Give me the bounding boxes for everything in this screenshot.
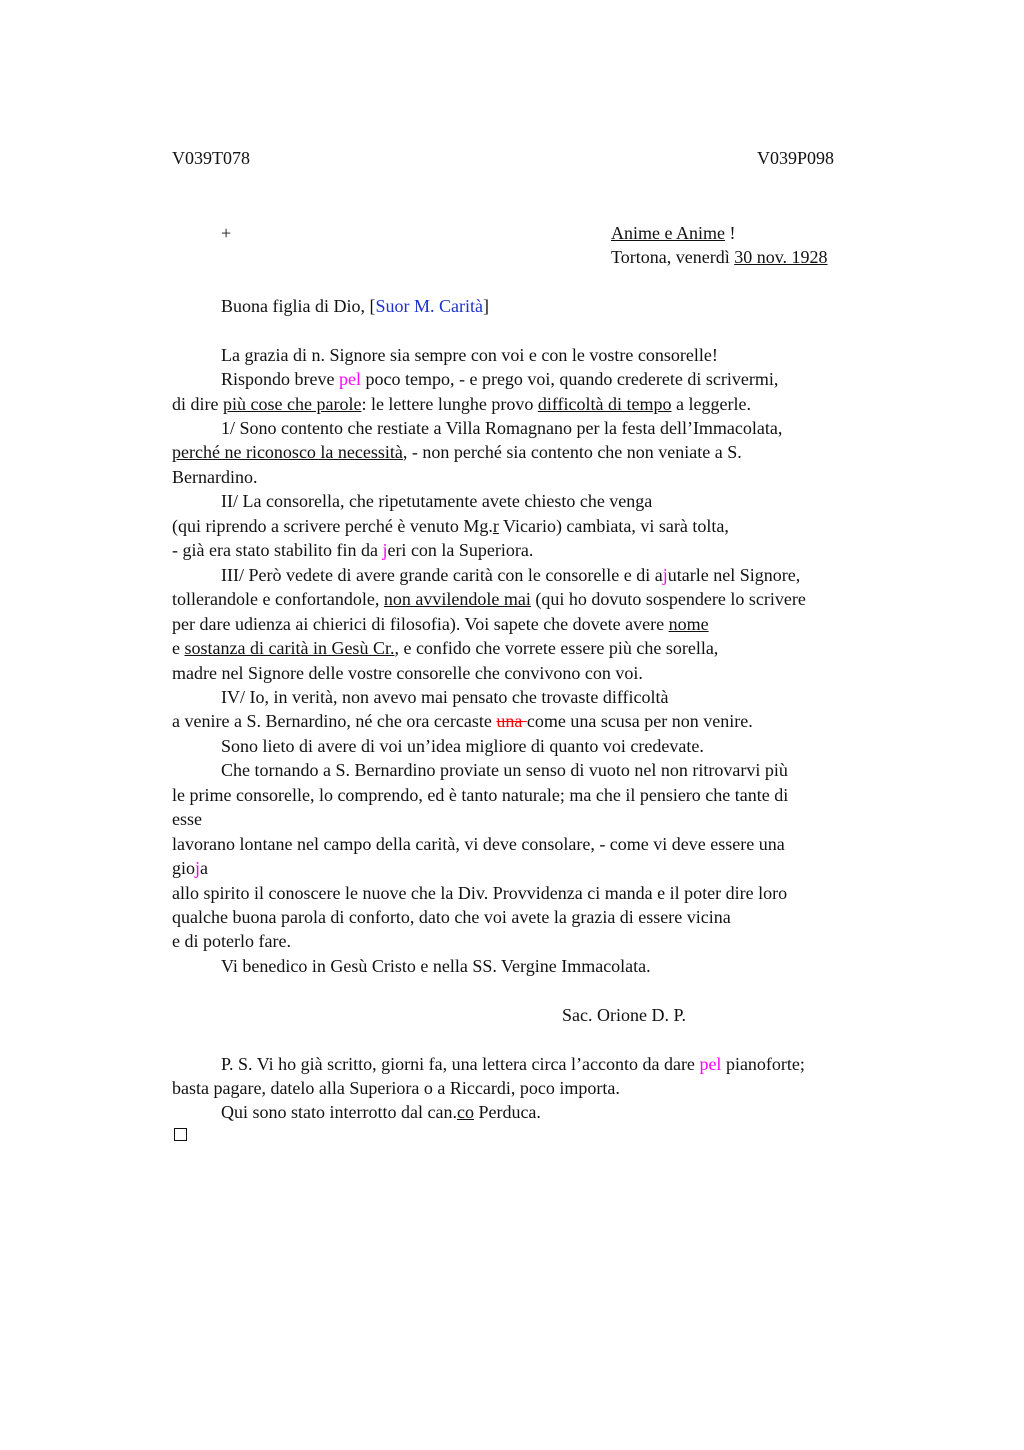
- body-line: II/ La consorella, che ripetutamente avete chiesto che venga: [221, 491, 653, 511]
- body-line: qualche buona parola di conforto, dato che voi avete la grazia di essere vicina: [172, 907, 731, 927]
- salutation: [221, 294, 489, 318]
- text: Perduca.: [473, 1102, 541, 1122]
- cross-mark: +: [221, 223, 232, 243]
- body-line: Bernardino.: [172, 467, 258, 487]
- salutation-close: ]: [482, 296, 489, 316]
- body-line: [172, 440, 742, 464]
- text: tollerandole e confortandole,: [172, 589, 384, 609]
- body-line: [221, 367, 778, 391]
- underlined-text: sostanza di carità in Gesù Cr.: [184, 638, 395, 658]
- body-line: [172, 538, 533, 562]
- text: gio: [172, 858, 196, 878]
- text: a: [200, 858, 209, 878]
- marked-letter: j: [662, 565, 668, 585]
- body-line: [221, 563, 800, 587]
- text: (qui riprendo a scrivere perché è venuto Mg.: [172, 516, 493, 536]
- text: e: [172, 638, 185, 658]
- body-line: [172, 587, 806, 611]
- body-line: [172, 856, 208, 880]
- body-line: lavorano lontane nel campo della carità, vi deve consolare, - come vi deve essere una: [172, 834, 785, 854]
- text: Rispondo breve: [221, 369, 339, 389]
- letter-date: 30 nov. 1928: [734, 247, 828, 267]
- ps-line: [221, 1100, 541, 1124]
- body-line: e di poterlo fare.: [172, 931, 291, 951]
- body-line: [172, 636, 718, 660]
- end-box-icon: [174, 1128, 187, 1141]
- body-line: madre nel Signore delle vostre consorelle che convivono con voi.: [172, 663, 643, 683]
- underlined-text: r: [492, 516, 499, 536]
- text: P. S. Vi ho già scritto, giorni fa, una lettera circa l’acconto da dare: [221, 1054, 700, 1074]
- ps-line: basta pagare, datelo alla Superiora o a Riccardi, poco importa.: [172, 1078, 620, 1098]
- place-date: [611, 245, 828, 269]
- text: utarle nel Signore,: [667, 565, 801, 585]
- text: Vicario) cambiata, vi sarà tolta,: [498, 516, 729, 536]
- text: a venire a S. Bernardino, né che ora cercaste: [172, 711, 497, 731]
- underlined-text: difficoltà di tempo: [537, 394, 672, 414]
- text: per dare udienza ai chierici di filosofia). Voi sapete che dovete avere: [172, 614, 669, 634]
- motto-excl: !: [724, 223, 736, 243]
- signature: Sac. Orione D. P.: [562, 1005, 686, 1025]
- text: di dire: [172, 394, 223, 414]
- text: come una scusa per non venire.: [526, 711, 753, 731]
- text: III/ Però vedete di avere grande carità con le consorelle e di a: [221, 565, 663, 585]
- recipient-name: Suor M. Carità: [375, 296, 483, 316]
- text: a leggerle.: [671, 394, 751, 414]
- text: , e confido che vorrete essere più che sorella,: [394, 638, 719, 658]
- body-line: [172, 392, 751, 416]
- text: (qui ho dovuto sospendere lo scrivere: [530, 589, 806, 609]
- body-line: Sono lieto di avere di voi un’idea migliore di quanto voi credevate.: [221, 736, 704, 756]
- body-line: Vi benedico in Gesù Cristo e nella SS. Vergine Immacolata.: [221, 956, 651, 976]
- text: Qui sono stato interrotto dal can.: [221, 1102, 457, 1122]
- body-line: 1/ Sono contento che restiate a Villa Romagnano per la festa dell’Immacolata,: [221, 418, 783, 438]
- underlined-text: nome: [668, 614, 709, 634]
- marked-letter: j: [382, 540, 388, 560]
- underlined-text: perché ne riconosco la necessità: [172, 442, 403, 462]
- body-line: [172, 709, 753, 733]
- body-line: [172, 514, 729, 538]
- ps-line: [221, 1052, 805, 1076]
- text: : le lettere lunghe provo: [361, 394, 538, 414]
- text: - già era stato stabilito fin da: [172, 540, 383, 560]
- doc-code-right: V039P098: [757, 148, 835, 168]
- body-line: Che tornando a S. Bernardino proviate un senso di vuoto nel non ritrovarvi più: [221, 760, 788, 780]
- underlined-text: non avvilendole mai: [383, 589, 531, 609]
- motto: [611, 221, 735, 245]
- text: poco tempo, - e prego voi, quando crederete di scrivermi,: [360, 369, 779, 389]
- salutation-text: Buona figlia di Dio, [: [221, 296, 376, 316]
- underlined-text: co: [456, 1102, 474, 1122]
- body-line: [172, 612, 709, 636]
- place-prefix: Tortona, venerdì: [611, 247, 735, 267]
- text: pianoforte;: [721, 1054, 805, 1074]
- marked-word: pel: [338, 369, 361, 389]
- doc-code-left: V039T078: [172, 148, 250, 168]
- motto-text: Anime e Anime: [611, 223, 725, 243]
- body-line: allo spirito il conoscere le nuove che la Div. Provvidenza ci manda e il poter dire loro: [172, 883, 788, 903]
- struck-word: una: [496, 711, 527, 731]
- text: , - non perché sia contento che non veniate a S.: [402, 442, 742, 462]
- body-line: esse: [172, 809, 202, 829]
- marked-letter: j: [195, 858, 201, 878]
- marked-word: pel: [699, 1054, 722, 1074]
- body-line: La grazia di n. Signore sia sempre con voi e con le vostre consorelle!: [221, 345, 718, 365]
- body-line: le prime consorelle, lo comprendo, ed è tanto naturale; ma che il pensiero che tante di: [172, 785, 789, 805]
- body-line: IV/ Io, in verità, non avevo mai pensato che trovaste difficoltà: [221, 687, 669, 707]
- text: eri con la Superiora.: [387, 540, 534, 560]
- underlined-text: più cose che parole: [223, 394, 362, 414]
